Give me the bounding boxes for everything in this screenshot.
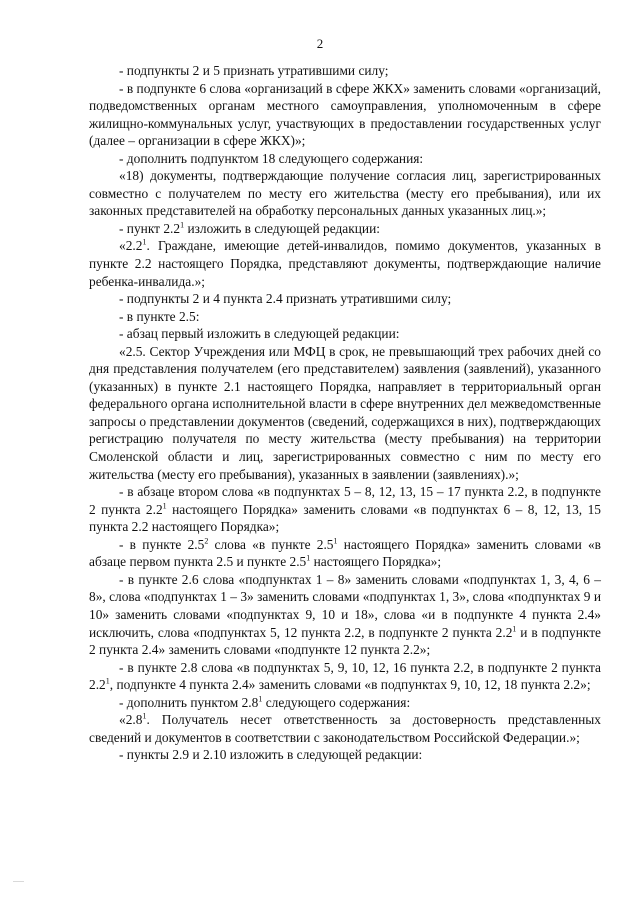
document-paragraph: «18) документы, подтверждающие получение согласия лиц, зарегистрированных совместно с получателем по месту его жительства (месту его пребывания), или их законных представителей на обработку персональных данных указанных лиц.»; (89, 168, 601, 219)
document-paragraph: «$2.2^1$. Граждане, имеющие детей-инвалидов, помимо документов, указанных в пункте 2.2 настоящего Порядка, представляют документы, подтверждающие наличие ребенка-инвалида.»; (89, 238, 601, 289)
document-paragraph: «2.5. Сектор Учреждения или МФЦ в срок, не превышающий трех рабочих дней со дня представления получателем (его представителем) заявления (заявлений), указанного (указанных) в пункте 2.1 настоящего Порядка, направляет в территориальный орган федерального органа исполнительной власти в сфере внутренних дел межведомственные запросы о представлении документов (сведений, содержащихся в них), подтверждающих регистрацию получателя по месту жительства (месту пребывания) на территории Смоленской области и лиц, зарегистрированных совместно с ним по месту его жительства (месту его пребывания), указанных в заявлении (заявлениях).»; (89, 343, 601, 482)
document-paragraph: - дополнить пунктом $2.8^1$ следующего содержания: (119, 694, 411, 710)
document-paragraph: «$2.8^1$. Получатель несет ответственность за достоверность представленных сведений и документов в соответствии с законодательством Российской Федерации.»; (89, 711, 601, 745)
document-paragraph: - в подпункте 6 слова «организаций в сфере ЖКХ» заменить словами «организаций, подведомственных органам местного самоуправления, уполномоченным в сфере жилищно-коммунальных услуг, участвующих в предоставлении государственных услуг (далее – организации в сфере ЖКХ)»; (89, 80, 601, 149)
document-paragraph: - пункт $2.2^1$ изложить в следующей редакции: (119, 220, 380, 236)
document-paragraph: - в пункте $2.5^2$ слова «в пункте $2.5^1$ настоящего Порядка» заменить словами «в абзаце первом пункта 2.5 и пункте $2.5^1$ настоящего Порядка»; (89, 536, 601, 570)
document-body (89, 62, 601, 764)
scan-edge-mark (13, 881, 24, 882)
document-paragraph: - в пункте 2.8 слова «в подпунктах 5, 9, 10, 12, 16 пункта 2.2, в подпункте 2 пункта $2.2^1$, подпункте 4 пункта 2.4» заменить словами «в подпунктах 9, 10, 12, 18 пункта 2.2»; (89, 659, 601, 693)
document-paragraph: - пункты 2.9 и 2.10 изложить в следующей редакции: (119, 747, 423, 763)
document-paragraph: - подпункты 2 и 4 пункта 2.4 признать утратившими силу; (119, 291, 452, 307)
page-number: 2 (316, 36, 324, 51)
document-paragraph: - в пункте 2.6 слова «подпунктах 1 – 8» заменить словами «подпунктах 1, 3, 4, 6 – 8», слова «подпунктах 1 – 3» заменить словами «подпунктах 1, 3», слова «подпунктах 9 и 10» заменить словами «подпунктах 9, 10 и 18», слова «и в подпункте 4 пункта 2.4» исключить, слова «подпунктах 5, 12 пункта 2.2, в подпункте 2 пункта $2.2^1$ и в подпункте 2 пункта 2.4» заменить словами «подпункте 12 пункта 2.2»; (89, 571, 601, 658)
document-paragraph: - подпункты 2 и 5 признать утратившими силу; (119, 63, 389, 78)
document-paragraph: - в абзаце втором слова «в подпунктах 5 – 8, 12, 13, 15 – 17 пункта 2.2, в подпункте 2 пункта $2.2^1$ настоящего Порядка» заменить словами «в подпунктах 6 – 8, 12, 13, 15 пункта 2.2 настоящего Порядка»; (89, 484, 601, 535)
document-paragraph: - дополнить подпунктом 18 следующего содержания: (119, 150, 424, 166)
document-paragraph: - абзац первый изложить в следующей редакции: (119, 326, 400, 342)
document-paragraph: - в пункте 2.5: (119, 308, 200, 324)
